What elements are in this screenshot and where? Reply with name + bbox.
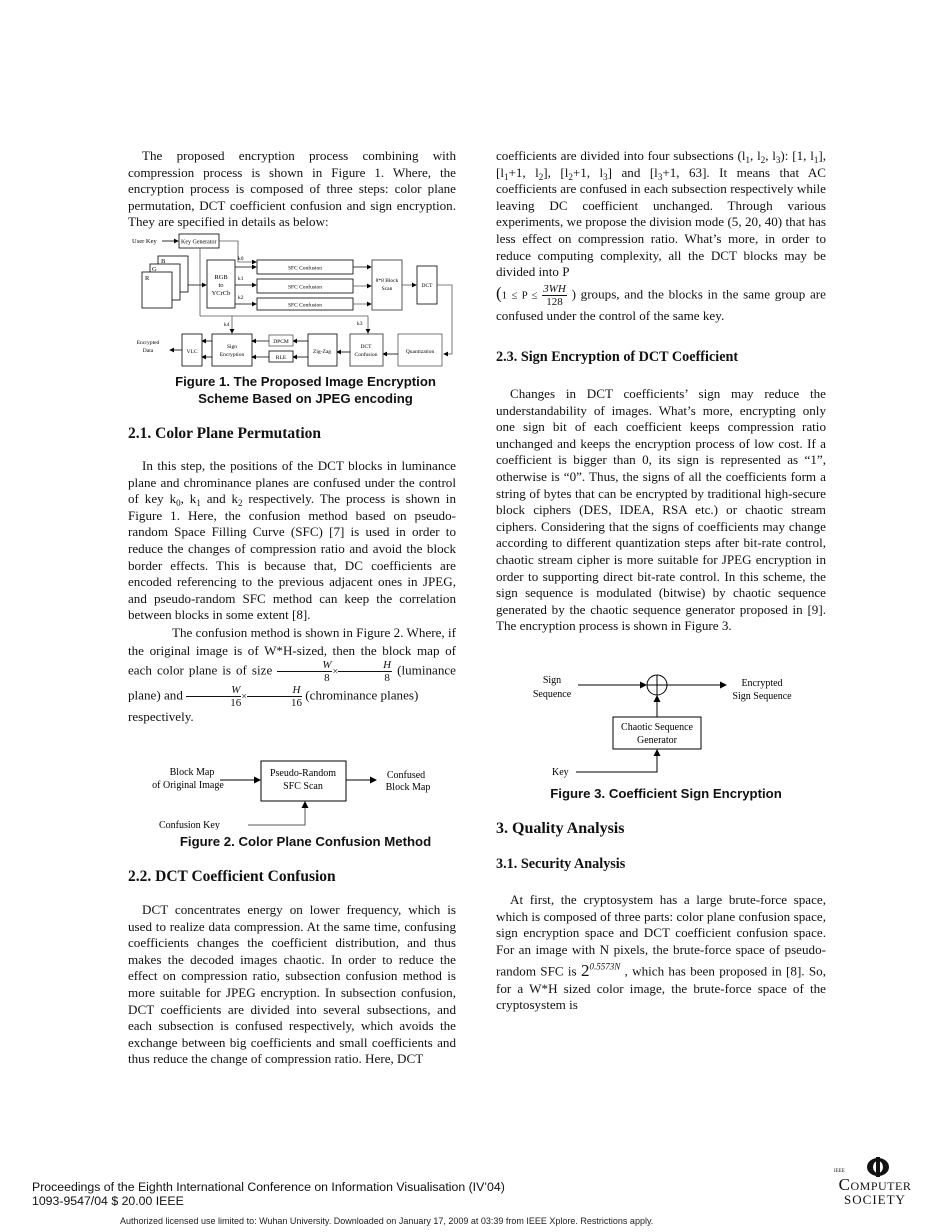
svg-text:Scan: Scan xyxy=(381,286,393,292)
section-2-3-heading: 2.3. Sign Encryption of DCT Coefficient xyxy=(496,349,739,365)
figure-1-diagram xyxy=(128,230,458,370)
svg-text:k1: k1 xyxy=(238,276,244,282)
svg-text:SFC Confusion: SFC Confusion xyxy=(287,302,323,309)
section-2-1-para2: The confusion method is shown in Figure 2. Where, if the original image is of W*H-sized, then the block map of each color plane is of size $\frac{W}{8}$ × $\frac{H}{8}$ (luminance plane) and $\frac{W}{16}$ × $\frac{H}{16}$ (chrominance planes) xyxy=(128,624,456,710)
figure-2-caption: Figure 2. Color Plane Confusion Method xyxy=(179,834,432,849)
section-3-1-heading: 3.1. Security Analysis xyxy=(496,856,626,872)
svg-text:SFC Confusion: SFC Confusion xyxy=(287,284,323,291)
svg-text:k0: k0 xyxy=(238,256,244,262)
svg-text:R: R xyxy=(145,275,150,282)
svg-text:Sign Sequence: Sign Sequence xyxy=(732,691,792,702)
ieee-computer-society-logo: IEEE Computer SOCIETY xyxy=(820,1157,930,1207)
svg-text:Encryption: Encryption xyxy=(219,352,245,358)
svg-text:Encrypted: Encrypted xyxy=(136,340,160,346)
svg-text:DPCM: DPCM xyxy=(273,339,289,345)
section-3-heading: 3. Quality Analysis xyxy=(496,820,625,837)
figure-1-caption: Figure 1. The Proposed Image Encryption Scheme Based on JPEG encoding xyxy=(175,374,436,406)
svg-text:Block Map: Block Map xyxy=(169,767,215,778)
svg-text:Sign: Sign xyxy=(542,675,562,686)
phi-logo-icon xyxy=(858,1157,898,1177)
footer-proceedings: Proceedings of the Eighth International Conference on Information Visualisation (IV’04) 1093-9547/04 $ 20.00 IEEE xyxy=(32,1180,505,1208)
section-2-2-continued: coefficients are divided into four subsections ($l_1$, $l_2$, $l_3$): [1, $l_1$], [$l_1+1$, $l_2$], [$l_2+1$, $l_3$] and [$l_3+1$, 63]. It means that AC coefficients are confused in each subsection respectively while leaving DC coefficient unchanged. Through various experiments, we propose the division mode (5, 20, 40) that has less effect on compression ratio. What’s more, in order to reduce computing complexity, all the DCT blocks may be divided into P (1 ≤ P ≤ $\frac{3WH}{128}$ ) groups, and the blocks in the same group are confused under the control of the same key. xyxy=(496,148,827,323)
svg-text:RGB: RGB xyxy=(214,274,228,281)
svg-text:8*8 Block: 8*8 Block xyxy=(375,278,399,284)
svg-text:Pseudo-Random: Pseudo-Random xyxy=(269,768,337,779)
section-2-2-heading: 2.2. DCT Coefficient Confusion xyxy=(128,868,336,885)
svg-text:Sequence: Sequence xyxy=(532,689,572,700)
fraction-h-8: $\frac{H}{8}$ xyxy=(338,659,392,684)
svg-text:Quantization: Quantization xyxy=(405,349,435,355)
section-2-1-para1: In this step, the positions of the DCT blocks in luminance plane and chrominance planes are confused under the control of key $k_0$, $k_1$ and $k_2$ respectively. The process is shown in Figure 1. Here, the confusion method based on pseudo-random Space Filling Curve (SFC) [7] is used in order to reduce the changes of compression ratio and avoid the block border effects. This is because that, DC coefficients are encoded referencing to the previous adjacent ones in JPEG, and pseudo-random SFC method can keep the correlation between blocks in some extent [8]. xyxy=(128,458,456,623)
svg-text:Block Map: Block Map xyxy=(385,782,431,793)
svg-text:Data: Data xyxy=(142,348,154,354)
svg-text:Key Generator: Key Generator xyxy=(181,239,217,246)
svg-text:Encrypted: Encrypted xyxy=(741,678,783,689)
svg-text:k3: k3 xyxy=(357,321,363,327)
fraction-3wh-128: $\frac{3WH}{128}$ xyxy=(543,282,566,308)
svg-text:B: B xyxy=(161,258,166,265)
intro-paragraph: The proposed encryption process combining with compression process is shown in Figure 1. Where, the encryption process is composed of three steps: color plane permutation, DCT coefficient confusion and sign encryption. They are specified in details as below: xyxy=(128,148,456,230)
svg-text:Key: Key xyxy=(552,767,569,778)
figure-3-caption: Figure 3. Coefficient Sign Encryption xyxy=(550,786,782,801)
svg-text:SFC Confusion: SFC Confusion xyxy=(287,265,323,272)
figure-2-diagram xyxy=(150,758,440,830)
svg-text:User Key: User Key xyxy=(132,238,157,245)
section-2-1-heading: 2.1. Color Plane Permutation xyxy=(128,425,322,442)
figure-3-diagram xyxy=(526,672,806,782)
svg-text:YCrCb: YCrCb xyxy=(211,290,231,297)
svg-text:Zig-Zag: Zig-Zag xyxy=(312,349,332,355)
svg-text:k2: k2 xyxy=(238,295,244,301)
section-2-3-body: Changes in DCT coefficients’ sign may reduce the understandability of images. What’s more, encrypting only one sign bit of each coefficient keeps compression ratio unchanged and keeps the encryption process of low cost. If a coefficient is bigger than 0, its sign is represented as “1”, otherwise is “0”. Thus, the signs of all the coefficients form a string of bytes that can be encrypted by traditional high-secure block ciphers (DES, IDEA, RSA etc.) or chaotic stream ciphers. Considering that the signs of coefficients may change according to different quantization steps after bit-rate control, chaotic stream cipher is more suitable for JPEG encryption in order to supporting direct bit-rate control. In this scheme, the sign sequence is modulated (bitwise) by chaotic sequence generated by the chaotic sequence generator proposed in [9]. The encryption process is shown in Figure 3. xyxy=(496,386,826,634)
svg-text:Confused: Confused xyxy=(386,770,426,781)
svg-text:Sign: Sign xyxy=(226,344,238,350)
svg-text:SFC Scan: SFC Scan xyxy=(283,781,323,792)
svg-text:VLC: VLC xyxy=(186,349,198,355)
section-3-1-body: At first, the cryptosystem has a large brute-force space, which is composed of three parts: color plane confusion space, sign encryption space and DCT coefficient confusion space. For an image with N pixels, the brute-force space of pseudo-random SFC is $2^{0.5573N}$ , which has been proposed in [8]. So, for a W*H sized color image, the brute-force space of the cryptosystem is xyxy=(496,892,826,1013)
svg-text:Confusion: Confusion xyxy=(354,352,378,358)
svg-text:k4: k4 xyxy=(224,322,230,328)
svg-text:to: to xyxy=(218,282,224,289)
svg-text:Generator: Generator xyxy=(637,735,677,746)
exponent-expression: $2^{0.5573N}$ xyxy=(580,961,621,981)
svg-text:DCT: DCT xyxy=(421,283,433,289)
fraction-w-16: $\frac{W}{16}$ xyxy=(186,684,241,709)
svg-text:DCT: DCT xyxy=(360,344,372,350)
svg-text:of Original Image: of Original Image xyxy=(152,780,224,791)
svg-text:RLE: RLE xyxy=(275,355,287,361)
section-2-1-body: In this step, the positions of the DCT blocks in luminance plane and chrominance planes are confused under the control of key $k_0$, $k_1$ and $k_2$ respectively. The process is shown in Figure 1. Here, the confusion method based on pseudo-random Space Filling Curve (SFC) [7] is used in order to reduce the changes of compression ratio and avoid the block border effects. This is because that, DC coefficients are encoded referencing to the previous adjacent ones in JPEG, and pseudo-random SFC method can keep the correlation between blocks in some extent [8]. The confusion method is shown in Figure 2. Where, if the original image is of W*H-sized, then the block map of each color plane is of size $\frac{W}{8}$ × $\frac{H}{8}$ (luminance plane) and $\frac{W}{16}$ × $\frac{H}{16}$ (chrominance planes) respectively. xyxy=(128,458,456,725)
footer-license: Authorized licensed use limited to: Wuhan University. Downloaded on January 17, 2009 at 03:39 from IEEE Xplore. Restrictions apply. xyxy=(120,1216,654,1226)
svg-text:Confusion Key: Confusion Key xyxy=(159,820,220,830)
section-2-2-body: DCT concentrates energy on lower frequency, which is used to realize data compression. At the same time, confusing coefficients changes the coefficient distribution, and thus makes the decoded images chaotic. In order to reduce the effect on compression ratio, subsection confusion method is more suitable for JPEG encryption. In subsection confusion, DCT coefficients are divided into several subsections, and each subsection is confused respectively, which avoids the exchange between big coefficients and small coefficients and thus reduce the change of compression ratio. Here, DCT xyxy=(128,902,456,1067)
svg-text:Chaotic Sequence: Chaotic Sequence xyxy=(621,722,693,733)
fraction-h-16: $\frac{H}{16}$ xyxy=(247,684,302,709)
fraction-w-8: $\frac{W}{8}$ xyxy=(277,659,332,684)
svg-text:G: G xyxy=(152,266,157,273)
